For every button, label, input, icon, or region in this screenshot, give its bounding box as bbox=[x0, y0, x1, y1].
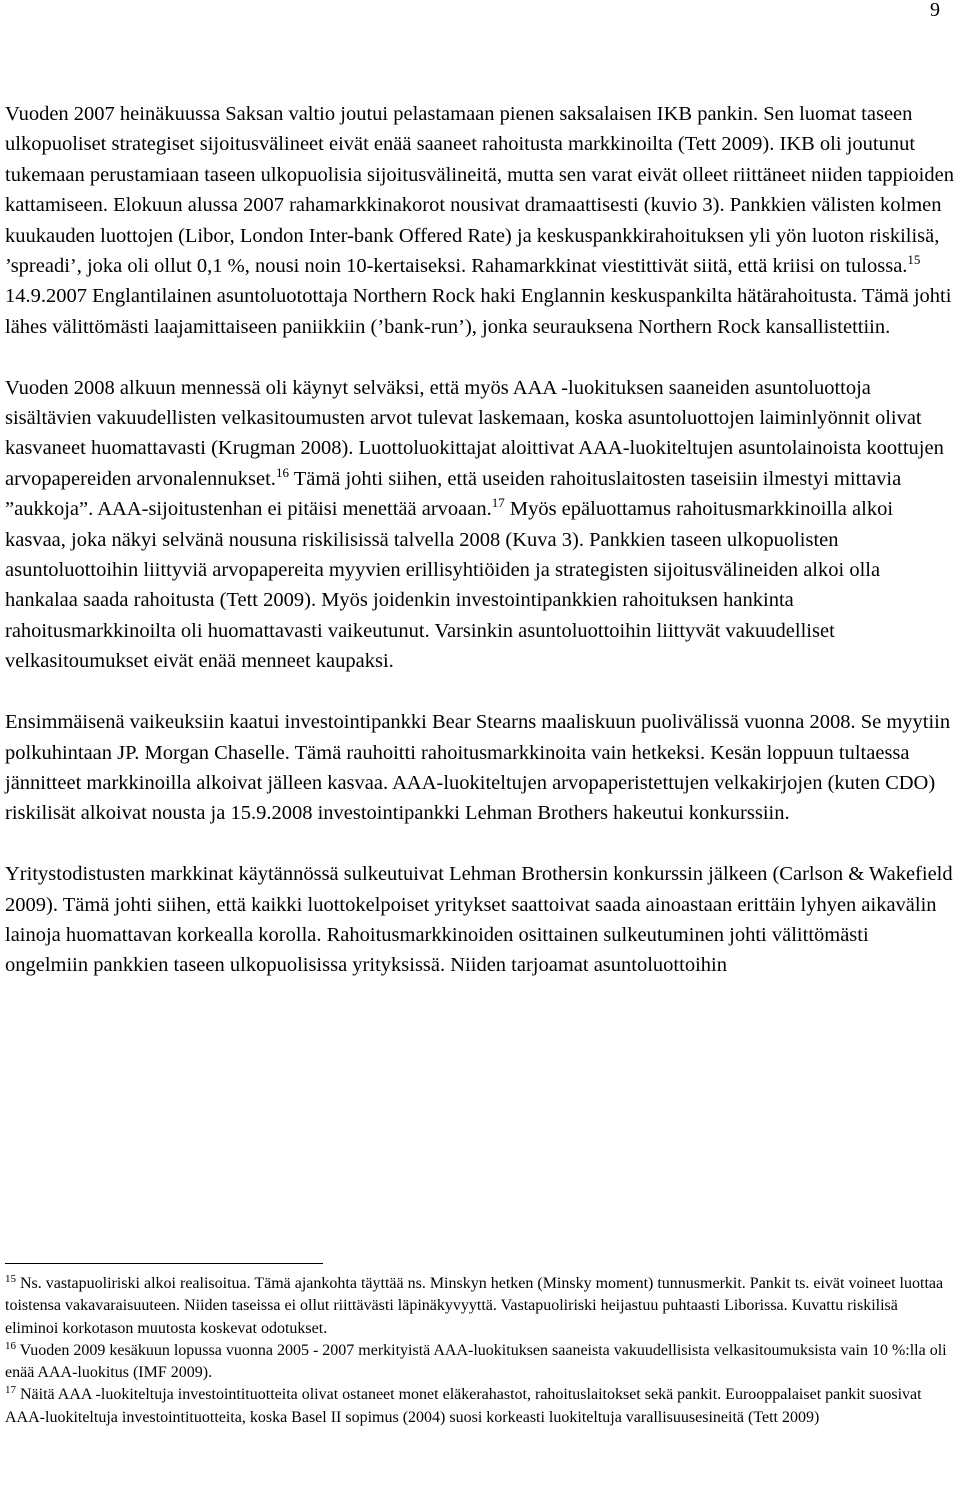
paragraph-text: Vuoden 2007 heinäkuussa Saksan valtio joutui pelastamaan pienen saksalaisen IKB pankin. Sen luomat taseen ulkopuoliset strategiset sijoitusvälineet eivät enää saaneet rahoitusta markkinoilta (Tett 2009). IKB oli joutunut tukemaan perustamiaan taseen ulkopuolisia sijoitusvälineitä, mutta sen varat eivät olleet riittäneet niiden tappioiden kattamiseen. Elokuun alussa 2007 rahamarkkinakorot nousivat dramaattisesti (kuvio 3). Pankkien välisten kolmen kuukauden luottojen (Libor, London Inter-bank Offered Rate) ja keskuspankkirahoituksen yli yön luoton riskilisä, ’spreadi’, joka oli ollut 0,1 %, nousi noin 10-kertaiseksi. Rahamarkkinat viestittivät siitä, että kriisi on tulossa. bbox=[5, 103, 954, 278]
footnote-text: Vuoden 2009 kesäkuun lopussa vuonna 2005 - 2007 merkityistä AAA-luokituksen saaneista vakuudellisista velkasitoumuksista vain 10 %:lla oli enää AAA-luokitus (IMF 2009). bbox=[5, 1341, 947, 1382]
footnote-ref-16: 16 bbox=[275, 464, 289, 480]
footnote-ref-15: 15 bbox=[907, 252, 921, 268]
paragraph-aaa bbox=[5, 373, 955, 677]
paragraph-commercial-paper bbox=[5, 859, 955, 981]
footnote-number: 17 bbox=[5, 1384, 16, 1397]
footnote-17 bbox=[5, 1384, 955, 1429]
paragraph-text: 14.9.2007 Englantilainen asuntoluotottaja Northern Rock haki Englannin keskuspankilta hätärahoitusta. Tämä johti lähes välittömästi laajamittaiseen paniikkiin (’bank-run’), jonka seurauksena Northern Rock kansallistettiin. bbox=[5, 285, 952, 338]
paragraph-text: Myös epäluottamus rahoitusmarkkinoilla alkoi kasvaa, joka näkyi selvänä nousuna riskilisissä talvella 2008 (Kuva 3). Pankkien taseen ulkopuolisten asuntoluottoihin liittyviä arvopapereita myyvien erillisyhtiöiden ja strategisten sijoitusvälineiden alkoi olla hankalaa saada rahoitusta (Tett 2009). Myös joidenkin investointipankkien rahoituksen hankinta rahoitusmarkkinoilta oli huomattavasti vaikeutunut. Varsinkin asuntoluottoihin liittyvät vakuudelliset velkasitoumukset eivät enää menneet kaupaksi. bbox=[5, 498, 894, 673]
footnote-separator bbox=[5, 1263, 323, 1264]
footnotes bbox=[5, 1273, 955, 1429]
paragraph-bear-stearns bbox=[5, 707, 955, 829]
footnote-ref-17: 17 bbox=[491, 495, 505, 511]
paragraph-text: Tämä johti siihen, että useiden rahoituslaitosten taseisiin ilmestyi mittavia ”aukkoja”. AAA-sijoitustenhan ei pitäisi menettää arvoaan. bbox=[5, 467, 902, 521]
footnote-15 bbox=[5, 1273, 955, 1340]
footnote-16 bbox=[5, 1340, 955, 1385]
paragraph-text: Yritystodistusten markkinat käytännössä sulkeutuivat Lehman Brothersin konkurssin jälkeen (Carlson & Wakefield 2009). Tämä johti siihen, että kaikki luottokelpoiset yritykset saattoivat saada ainoastaan erittäin lyhyen aikavälin lainoja huomattavan korkealla korolla. Rahoitusmarkkinoiden osittainen sulkeutuminen johti välittömästi ongelmiin pankkien taseen ulkopuolisissa yrityksissä. Niiden tarjoamat asuntoluottoihin bbox=[5, 863, 953, 977]
paragraph-text: Vuoden 2008 alkuun mennessä oli käynyt selväksi, että myös AAA -luokituksen saaneiden asuntoluottoja sisältävien vakuudellisten velkasitoumusten arvot tulevat laskemaan, koska asuntoluottojen laiminlyönnit olivat kasvaneet huomattavasti (Krugman 2008). Luottoluokittajat aloittivat AAA-luokiteltujen asuntolainoista koottujen arvopapereiden arvonalennukset. bbox=[5, 376, 944, 490]
footnote-text: Näitä AAA -luokiteltuja investointituotteita olivat ostaneet monet eläkerahastot, rahoituslaitokset sekä pankit. Eurooppalaiset pankit suosivat AAA-luokiteltuja investointituotteita, koska Basel II sopimus (2004) suosi korkeasti luokiteltuja varallisuusesineitä (Tett 2009) bbox=[5, 1386, 922, 1426]
paragraph-text: Ensimmäisenä vaikeuksiin kaatui investointipankki Bear Stearns maaliskuun puolivälissä vuonna 2008. Se myytiin polkuhintaan JP. Morgan Chaselle. Tämä rauhoitti rahoitusmarkkinoita vain hetkeksi. Kesän loppuun tultaessa jännitteet markkinoilla alkoivat jälleen kasvaa. AAA-luokiteltujen arvopaperistettujen velkakirjojen (kuten CDO) riskilisät alkoivat nousta ja 15.9.2008 investointipankki Lehman Brothers hakeutui konkurssiin. bbox=[5, 711, 951, 825]
footnote-number: 15 bbox=[5, 1273, 16, 1285]
body-text bbox=[5, 99, 955, 1011]
footnote-number: 16 bbox=[5, 1339, 16, 1352]
footnote-text: Ns. vastapuoliriski alkoi realisoitua. Tämä ajankohta täyttää ns. Minskyn hetken (Minsky moment) tunnusmerkit. Pankit ts. eivät voineet luottaa toistensa vakavaraisuuteen. Niiden taseissa ei ollut riittävästi läpinäkyvyyttä. Vastapuoliriski heijastuu puhtaasti Liborissa. Kuvattu riskilisä eliminoi korkotason muutosta koskevat odotukset. bbox=[5, 1275, 944, 1337]
page-number: 9 bbox=[930, 0, 940, 21]
paragraph-ikb bbox=[5, 99, 955, 342]
